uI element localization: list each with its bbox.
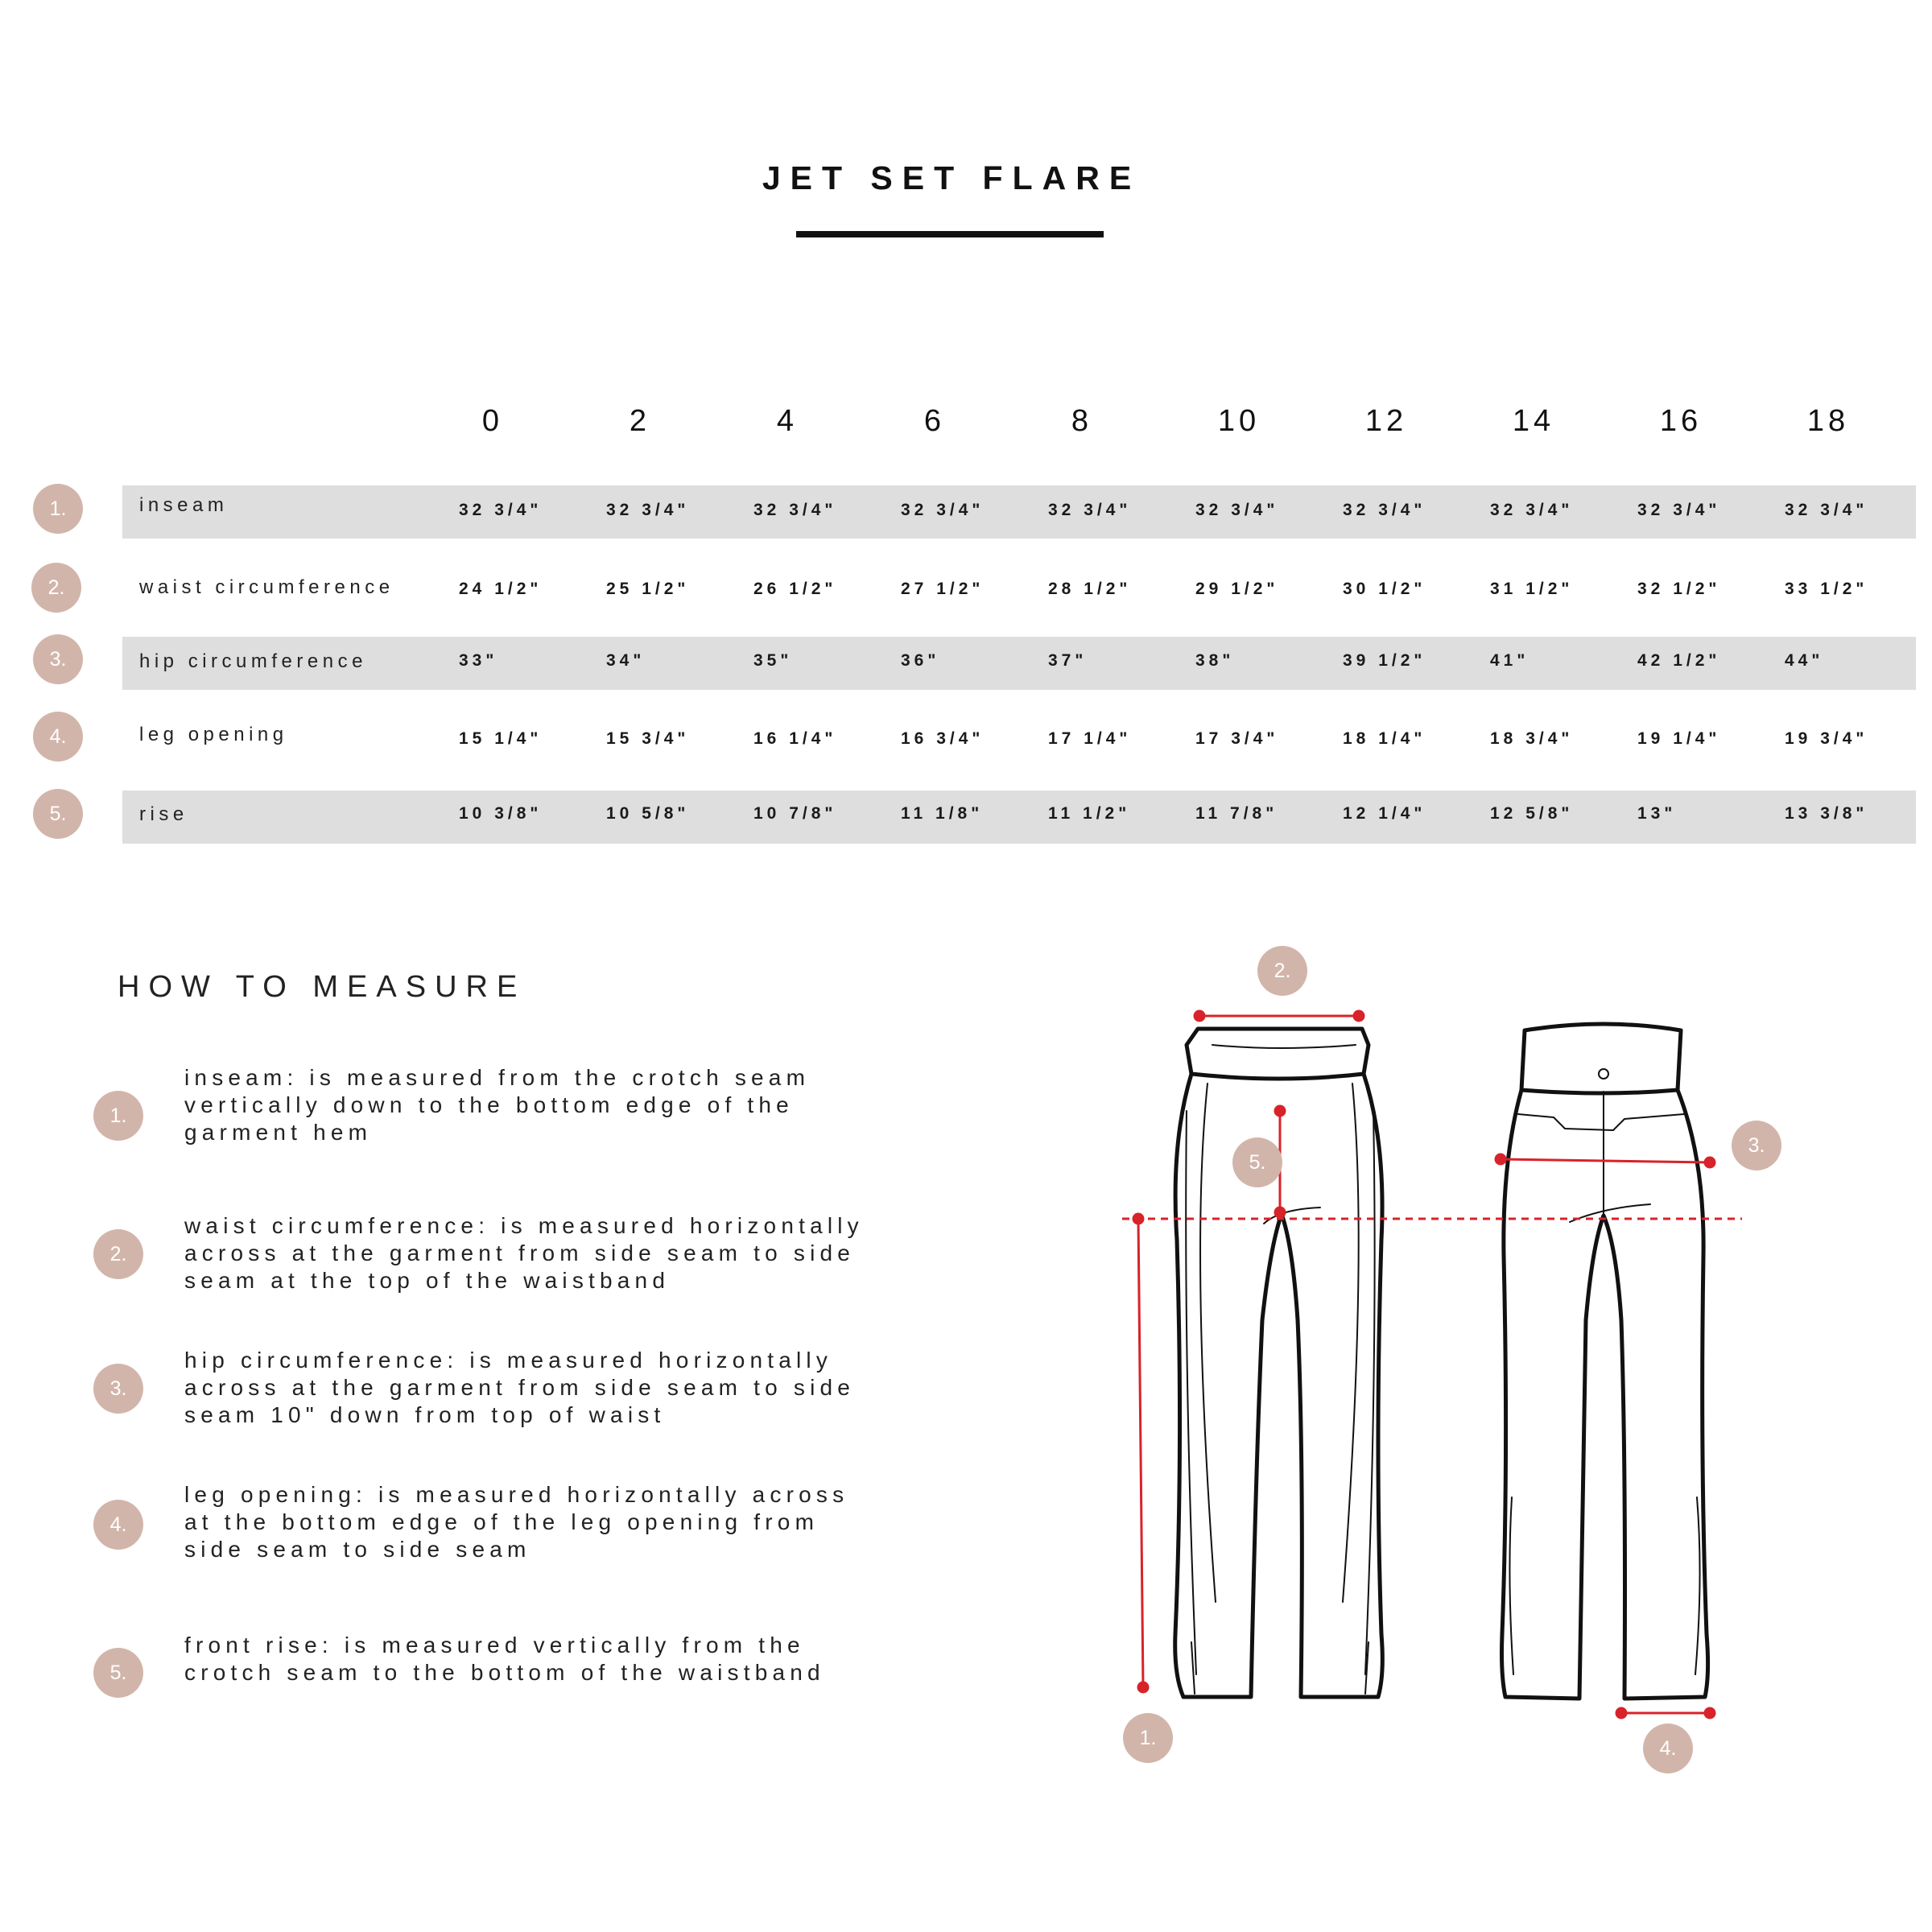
size-header: 18 — [1806, 404, 1850, 438]
table-cell: 32 3/4" — [1048, 501, 1132, 519]
table-cell: 32 3/4" — [901, 501, 985, 519]
table-cell: 32 3/4" — [753, 501, 837, 519]
row-label: hip circumference — [139, 650, 367, 672]
table-cell: 15 1/4" — [459, 729, 543, 748]
table-cell: 32 3/4" — [1785, 501, 1868, 519]
table-cell: 32 3/4" — [459, 501, 543, 519]
step-number-badge: 2. — [93, 1229, 143, 1279]
table-cell: 18 1/4" — [1343, 729, 1426, 748]
table-cell: 33" — [459, 651, 498, 670]
step-number-badge: 3. — [93, 1364, 143, 1414]
table-cell: 11 1/2" — [1048, 804, 1131, 823]
table-cell: 12 5/8" — [1490, 804, 1574, 823]
step-number-badge: 1. — [93, 1091, 143, 1141]
row-label: leg opening — [139, 724, 288, 745]
row-label: inseam — [139, 494, 229, 516]
table-cell: 37" — [1048, 651, 1088, 670]
diagram-marker-inseam: 1. — [1123, 1713, 1173, 1763]
instruction-line: waist circumference: is measured horizontally — [184, 1213, 864, 1238]
row-number-badge: 4. — [33, 712, 83, 762]
instruction-line: across at the garment from side seam to side — [184, 1375, 856, 1400]
size-header: 12 — [1364, 404, 1408, 438]
size-header: 0 — [481, 404, 504, 438]
table-cell: 10 3/8" — [459, 804, 543, 823]
table-cell: 32 3/4" — [1637, 501, 1721, 519]
table-cell: 44" — [1785, 651, 1824, 670]
instruction-line: hip circumference: is measured horizontally — [184, 1348, 833, 1373]
instruction-line: vertically down to the bottom edge of the — [184, 1092, 794, 1117]
back-waistband — [1521, 1024, 1681, 1093]
table-cell: 12 1/4" — [1343, 804, 1426, 823]
table-cell: 33 1/2" — [1785, 580, 1868, 598]
step-number-badge: 5. — [93, 1648, 143, 1698]
diagram-marker-waist: 2. — [1257, 946, 1307, 996]
table-cell: 10 5/8" — [606, 804, 690, 823]
table-cell: 30 1/2" — [1343, 580, 1426, 598]
row-label: waist circumference — [139, 576, 394, 598]
table-cell: 32 3/4" — [1490, 501, 1574, 519]
table-cell: 32 1/2" — [1637, 580, 1721, 598]
table-cell: 36" — [901, 651, 940, 670]
table-cell: 27 1/2" — [901, 580, 985, 598]
size-header: 4 — [776, 404, 799, 438]
row-number-badge: 5. — [33, 789, 83, 839]
instruction-line: seam at the top of the waistband — [184, 1268, 671, 1293]
size-header: 14 — [1512, 404, 1555, 438]
table-cell: 17 1/4" — [1048, 729, 1132, 748]
table-cell: 34" — [606, 651, 646, 670]
table-cell: 32 3/4" — [606, 501, 690, 519]
size-header: 10 — [1217, 404, 1261, 438]
size-header: 16 — [1659, 404, 1703, 438]
table-cell: 16 1/4" — [753, 729, 837, 748]
size-header: 8 — [1071, 404, 1093, 438]
instruction-line: garment hem — [184, 1120, 373, 1145]
table-cell: 16 3/4" — [901, 729, 985, 748]
row-label: rise — [139, 803, 188, 825]
table-cell: 41" — [1490, 651, 1530, 670]
size-header: 2 — [629, 404, 651, 438]
pants-back-view — [1502, 1024, 1708, 1699]
table-cell: 13" — [1637, 804, 1677, 823]
table-cell: 32 3/4" — [1343, 501, 1426, 519]
table-cell: 32 3/4" — [1195, 501, 1279, 519]
diagram-marker-leg-opening: 4. — [1643, 1724, 1693, 1773]
back-outline — [1502, 1090, 1708, 1699]
table-cell: 15 3/4" — [606, 729, 690, 748]
instruction-line: crotch seam to the bottom of the waistband — [184, 1660, 825, 1685]
table-cell: 13 3/8" — [1785, 804, 1868, 823]
diagram-marker-hip: 3. — [1732, 1121, 1781, 1170]
table-cell: 31 1/2" — [1490, 580, 1574, 598]
table-cell: 11 7/8" — [1195, 804, 1278, 823]
front-waistband — [1187, 1029, 1368, 1079]
table-cell: 26 1/2" — [753, 580, 837, 598]
row-number-badge: 1. — [33, 484, 83, 534]
table-cell: 11 1/8" — [901, 804, 984, 823]
row-number-badge: 3. — [33, 634, 83, 684]
table-cell: 18 3/4" — [1490, 729, 1574, 748]
table-cell: 29 1/2" — [1195, 580, 1279, 598]
table-cell: 24 1/2" — [459, 580, 543, 598]
hip-measure-line — [1501, 1159, 1710, 1162]
step-number-badge: 4. — [93, 1500, 143, 1550]
page-title: JET SET FLARE — [762, 159, 1141, 196]
table-cell: 35" — [753, 651, 793, 670]
inseam-measure-line — [1138, 1219, 1143, 1687]
table-cell: 38" — [1195, 651, 1235, 670]
instruction-line: side seam to side seam — [184, 1537, 531, 1562]
instruction-line: front rise: is measured vertically from the — [184, 1633, 805, 1657]
table-cell: 28 1/2" — [1048, 580, 1132, 598]
diagram-marker-rise: 5. — [1232, 1137, 1282, 1187]
instruction-line: seam 10" down from top of waist — [184, 1402, 666, 1427]
table-cell: 39 1/2" — [1343, 651, 1426, 670]
size-header: 6 — [923, 404, 946, 438]
instruction-line: across at the garment from side seam to side — [184, 1241, 856, 1265]
table-cell: 10 7/8" — [753, 804, 837, 823]
table-cell: 19 1/4" — [1637, 729, 1721, 748]
how-to-measure-title: HOW TO MEASURE — [118, 970, 526, 1004]
table-cell: 42 1/2" — [1637, 651, 1721, 670]
table-cell: 25 1/2" — [606, 580, 690, 598]
instruction-line: at the bottom edge of the leg opening from — [184, 1509, 819, 1534]
instruction-line: leg opening: is measured horizontally across — [184, 1482, 849, 1507]
table-cell: 19 3/4" — [1785, 729, 1868, 748]
row-number-badge: 2. — [31, 563, 81, 613]
table-cell: 17 3/4" — [1195, 729, 1279, 748]
instruction-line: inseam: is measured from the crotch seam — [184, 1065, 811, 1090]
